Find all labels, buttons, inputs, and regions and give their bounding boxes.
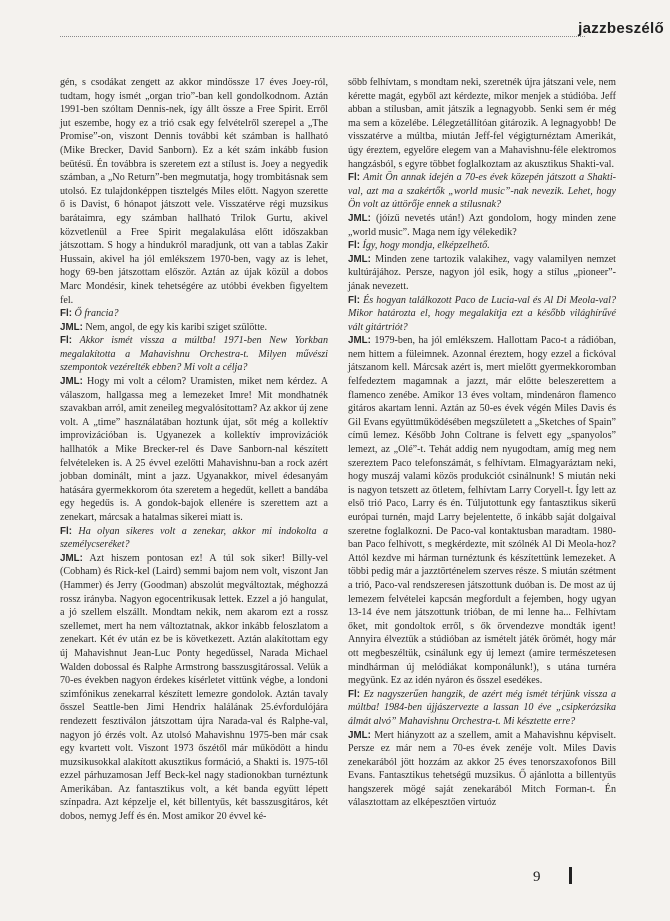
paragraph-text: Azt hiszem pontosan ez! A túl sok siker! Billy-vel (Cobham) és Rick-kel (Laird) semmi bajom nem volt, viszont Jan (Hammer) és Jerry (Goodman) abszolút megváltoztak, méghozzá rossz irányba. Nagyon egocentrikusak lettek. Ezzel a jó hangulat, a jó szellem elszállt. Mondtam nekik, nem akarom ezt a rossz szellemet, mert ha nem változtatnak, akkor inkább feloszlatom a zenekart. Két év után ez be is következett. Aztán alakítottam egy új Mahavishnut Jean-Luc Ponty hegedűssel, Narada Michael Walden dobossal és Ralphe Armstrong basszusgitárossal. Velük a 70-es években nagyon érdekes kísérletet vittünk végbe, a londoni szimfónikus zenekarral készített lemezre gondolok. Aztán tavaly ősszel Seattle-ben Jimi Hendrix halálának 25.évfordulójára rendezett fesztiválon játszottam újra Narada-val és Ralphe-val, nagyon jó érzés volt. Az utolsó Mahavishnu 1975-ben már csak egy kvartett volt. Viszont 1973 őszétől már működött a hindu muzsikusokkal alakított akusztikus formáció, a Shakti is. 1975-től ezzel párhuzamosan Jeff Beck-kel nagy stadionokban turnéztunk Amerikában. Az fantasztikus volt, a két banda együtt lépett színpadra. Azt képzelje el, két billentyűs, két basszusgitáros, két dobos, nemyg Jeff és én. Most amikor 20 évvel ké- (60, 552, 328, 823)
question-text: Ha olyan sikeres volt a zenekar, akkor mi indokolta a személycseréket? (60, 525, 328, 551)
paragraph-text: gén, s csodákat zengett az akkor mindössze 17 éves Joey-ról, tudtam, hogy ismét „organ trio”-ban kell gondolkodnom. Aztán 1991-ben szóltam Dennis-nek, így állt össze a Free Spirit. Erről jut eszembe, hogy ez a trió csak egy felvételről szerepel a „The Promise”-on, viszont Dennis további két számban is hallható (Mike Brecker, David Sanborn). Ez a két szám inkább fusion beütésű. Én továbbra is szeretem ezt a stílust is. Joey a negyedik számban, a „No Return”-ben megmutatja, hogy trombitásnak sem utolsó. Ez tulajdonképpen tisztelgés Miles előtt. Nagyon szerette ő is Davist, 6 hónapot játszott vele. Visszatérve régi muzsikus barátaimra, egy számban hallható Trilok Gurtu, akivel közvetlenül a Free Spirit megalakulása előtt időszakban játszottam. S hogy a hindukról maradjunk, ott van a tablas Zakir Hussain, akivel ha jól emlékszem 1970-ben, vagy az is lehet, hogy 69-ben játszottam először. Aztán az újak közül a dobos Marc Mondésir, kinek tehetségére az utóbbi években figyeltem fel. (60, 77, 328, 306)
speaker-label: JML: (60, 321, 83, 333)
interview-question (60, 525, 328, 552)
paragraph-text: sőbb felhívtam, s mondtam neki, szeretnék újra játszani vele, nem kérette magát, egyből azt kérdezte, mikor menjek a stúdióba. Jeff abban a stílusban, amit játszik a legnagyobb. Senki sem ér még ma sem a közelébe. Lélegzetállítóan gitározik. A legnagyobb! De visszatérve a múltba, miután Jeff-fel végigturnéztam Amerikát, úgy éreztem, egyelőre elegem van a Mahavishnu-féle elektromos hangzásból, s egyre többet foglalkoztam az akusztikus Shakti-val. (348, 77, 616, 170)
body-paragraph (348, 76, 616, 171)
paragraph-text: Mert hiányzott az a szellem, amit a Mahavishnu képviselt. Persze ez már nem a 70-es évek zenéje volt. Miles Davis zenekarából jött hozzám az akkor 25 éves tenorszaxofonos Bill Evans. Fantasztikus tehetségű muzsikus. Ő ajánlotta a billentyűs hangszerek mögé saját zenekarából Mitch Forman-t. Én választottam az elképesztően virtuóz (348, 729, 616, 809)
question-text: Így, hogy mondja, elképzelhető. (362, 240, 490, 252)
page-number: 9 (533, 869, 541, 885)
paragraph-text: Nem, angol, de egy kis karibi sziget szülötte. (85, 321, 268, 333)
paragraph-text: Minden zene tartozik valakihez, vagy valamilyen nemzet kultúrájához. Persze, nagyon jól esik, hogy a stílus „pioneer”-jának nevezett. (348, 253, 616, 292)
header-rule (60, 36, 585, 37)
speaker-label: JML: (348, 212, 371, 224)
question-text: Amit Ön annak idején a 70-es évek közepén játszott a Shakti-val, azt ma a szakértők „world music”-nak nevezik. Lehet, hogy Ön volt az úttörője ennek a stílusnak? (348, 172, 616, 211)
speaker-label: JML: (60, 552, 83, 564)
speaker-label: Fl: (348, 688, 360, 700)
interview-answer (348, 729, 616, 811)
question-text: Akkor ismét vissza a múltba! 1971-ben New Yorkban megalakította a Mahavishnu Orchestra-t. Milyen művészi szempontok vezérelték ebben? Mi volt a célja? (60, 335, 328, 374)
interview-question (348, 171, 616, 212)
interview-question (60, 334, 328, 375)
interview-answer (348, 334, 616, 687)
speaker-label: JML: (348, 253, 371, 265)
interview-answer (60, 375, 328, 525)
question-text: Ő francia? (74, 308, 119, 320)
interview-answer (348, 253, 616, 294)
speaker-label: Fl: (348, 172, 360, 184)
speaker-label: Fl: (60, 525, 72, 537)
body-paragraph (60, 76, 328, 307)
speaker-label: Fl: (348, 294, 360, 306)
question-text: És hogyan találkozott Paco de Lucia-val és Al Di Meola-val? Mikor határozta el, hogy megalakítja ezt a később világhírűvé vált gitártriót? (348, 294, 616, 333)
speaker-label: Fl: (348, 240, 360, 252)
paragraph-text: (jóízű nevetés után!) Azt gondolom, hogy minden zene „world music”. Maga nem így vélekedik? (348, 212, 616, 238)
interview-question (348, 239, 616, 253)
speaker-label: Fl: (60, 335, 72, 347)
speaker-label: Fl: (60, 308, 72, 320)
left-column (60, 76, 328, 824)
interview-question (348, 294, 616, 335)
speaker-label: JML: (348, 335, 371, 347)
speaker-label: JML: (348, 729, 371, 741)
paragraph-text: 1979-ben, ha jól emlékszem. Hallottam Paco-t a rádióban, nem hittem a füleimnek. Azonnal éreztem, hogy ezzel a fickóval játszanom kell. Márcsak azért is, mert mielőtt gyermekkoromban felfedeztem magamnak a jazzt, már előtte beleszerettem a flamenco zenébe. Amikor 13 éves voltam, mindenáron flamenco gitáros akartam lenni. Aztán az 50-es évek végén Miles Davis és Gil Evans együttműködésében megszületett a „Sketches of Spain” című lemez. Később John Coltrane is felvett egy „spanyolos” lemezt, az „Olé”-t. Tehát addig nem nyugodtam, amíg meg nem szereztem Paco telefonszámát, s felhívtam. Elmagyaráztam neki, hogy muszáj valami közös produkciót csinálnunk! S miután neki is nagyon tetszett az ötletem, felhívtam Larry Coryell-t. Így lett az első trió Paco, Larry és én. Túljutottunk egy fantasztikus sikerű európai turnén, majd Larry bejelentette, ő inkább saját dolgaival szeretne foglalkozni. De Paco-val kontaktusban maradtam. 1980-ban Paco felhívott, s megkérdezte, mit szólnék Al Di Meola-hoz? Attól kezdve mi hárman turnéztunk és készítettünk lemezeket. A többi pedig már a jazztörténelem szerves része. S miután szétment a trió, Paco-val rendszeresen játszottunk duóban is. De most az új lemezem felvételei kapcsán megfordult a fejemben, hogy ugyan 13-14 éve nem játszottunk trióban, de mi lenne ha... Felhívtam őket, mit gondoltok erről, s ők örvendezve mondták igent! Annyira élveztük a stúdióban az ismételt játék örömét, hogy már ott megbeszéltük, csinálunk egy új lemezt (amire természetesen mindhárman új melódiákat komponálunk!), s utána turnéra megyünk. Ez az idén nyáron és ősszel esedékes. (348, 335, 616, 687)
speaker-label: JML: (60, 376, 83, 388)
interview-answer (60, 321, 328, 335)
section-title: jazzbeszélő (578, 20, 664, 37)
interview-question (60, 307, 328, 321)
page-number-bar (569, 867, 572, 884)
interview-answer (348, 212, 616, 239)
right-column (348, 76, 616, 810)
interview-answer (60, 552, 328, 824)
interview-question (348, 688, 616, 729)
question-text: Ez nagyszerűen hangzik, de azért még ismét térjünk vissza a múltba! 1984-ben újjászervezte a lassan 10 éve „csipkerózsika álmát alvó” Mahavishnu Orchestra-t. Mi késztette erre? (348, 688, 617, 727)
paragraph-text: Hogy mi volt a célom? Uramisten, miket nem kérdez. A válaszom, hallgassa meg a lemezeket Imre! Mit mondhatnék szavakban arról, amit zeneileg megvalósítottam? Az akkor új zene volt. A „time” használatában hoztunk újat, sőt még a kollektív improvizációban is. Ugyanezek a kollektív improvizációk hallhatók a Mike Brecker-rel és Dave Sanborn-nal készített felvételeken is. A 25 évvel ezelőtti Mahavishnu-ban a rock azért jobban dominált, mint a jazz. Ugyanakkor, mivel édesanyám hatására gyermekkorom óta szeretem a hegedűt, kellett a bandába egy hegedűs is. A gondok-bajok ellenére is szerettem azt a zenekart, márcsak a hatalmas sikerei miatt is. (60, 376, 328, 523)
